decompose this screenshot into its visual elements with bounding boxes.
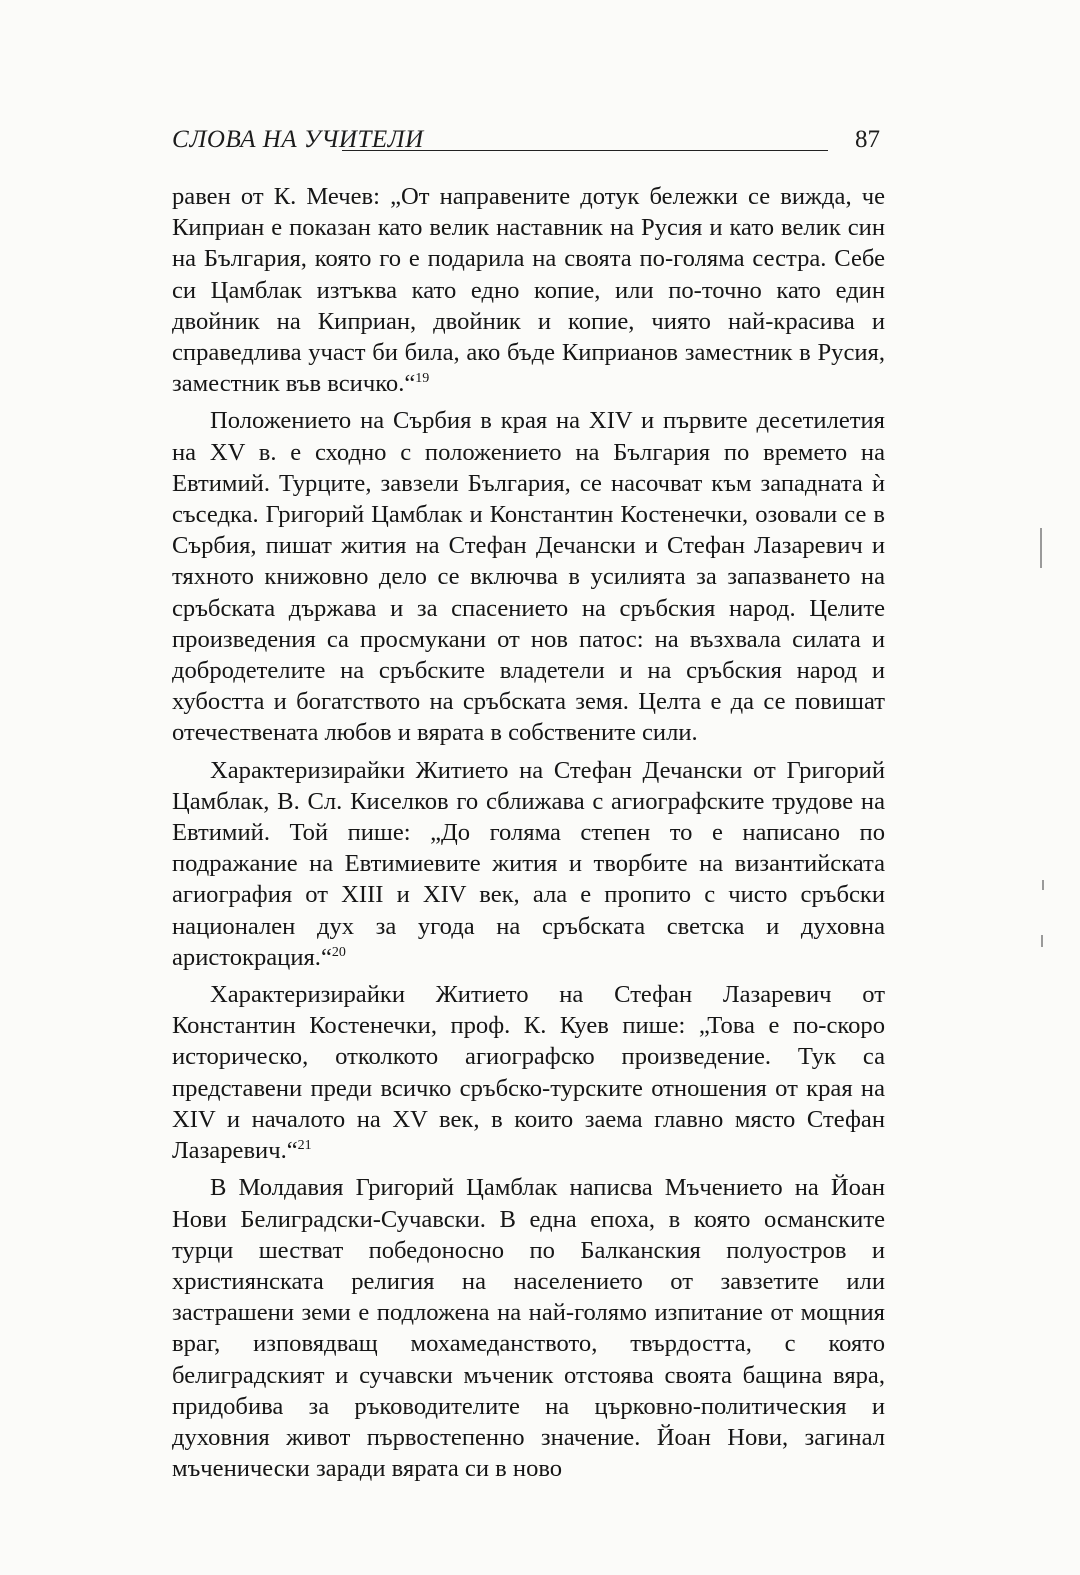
paragraph-dechanski <box>172 755 885 973</box>
scan-artifact <box>1042 880 1044 890</box>
paragraph-text: Характеризирайки Житието на Стефан Лазаревич от Константин Костенечки, проф. К. Куев пише: „Това е по-скоро историческо, отколкото агиографско произведение. Тук са представени преди всичко сръбско-турските отношения от края на XIV и началото на XV век, в които заема главно място Стефан Лазаревич.“ <box>172 981 885 1165</box>
paragraph-text: равен от К. Мечев: „От направените дотук бележки се вижда, че Киприан е показан като велик наставник на Русия и като велик син на България, която го е подарила на своята по-голяма сестра. Себе си Цамблак изтъква като едно копие, или по-точно като един двойник на Киприан, двойник и копие, чиято най-красива и справедлива участ би била, ако бъде Киприанов заместник в Русия, заместник във всичко.“ <box>172 183 885 398</box>
footnote-ref: 21 <box>297 1137 312 1153</box>
paragraph-text: Положението на Сърбия в края на XIV и първите десетилетия на XV в. е сходно с положението на България по времето на Евтимий. Турците, завзели България, се насочват към западната ѝ съседка. Григорий Цамблак и Константин Костенечки, озовали се в Сърбия, пишат жития на Стефан Дечански и Стефан Лазаревич и тяхното книжовно дело се включва в усилията за запазването на сръбската държава и за спасението на сръбския народ. Целите произведения са просмукани от нов патос: на възхвала силата и добродетелите на сръбските владетели и на сръбския народ и хубостта и богатството на сръбската земя. Целта е да се повишат отечествената любов и вярата в собствените сили. <box>172 407 885 747</box>
paragraph-moldavia <box>172 1172 885 1484</box>
paragraph-serbia <box>172 405 885 748</box>
paragraph-lazarevich <box>172 979 885 1166</box>
scan-artifact <box>1040 528 1042 568</box>
footnote-ref: 20 <box>331 944 346 960</box>
paragraph-text: Характеризирайки Житието на Стефан Дечански от Григорий Цамблак, В. Сл. Киселков го сближава с агиографските трудове на Евтимий. Той пише: „До голяма степен то е написано по подражание на Евтимиевите жития и творбите на византийската агиография от XIII и XIV век, ала е пропито с чисто сръбски национален дух за угода на сръбската светска и духовна аристокрация.“ <box>172 756 885 971</box>
chapter-title: СЛОВА НА УЧИТЕЛИ <box>172 126 424 153</box>
running-header <box>172 126 882 160</box>
page-number: 87 <box>855 126 880 153</box>
paragraph-text: В Молдавия Григорий Цамблак написва Мъчението на Йоан Нови Белиградски-Сучавски. В една епоха, в която османските турци шестват победоносно по Балканския полуостров и християнската религия на населението от завзетите или застрашени земи е подложена на най-голямо изпитание от мощния враг, изповядващ мохамеданството, твърдостта, с която белиградският и сучавски мъченик отстоява своята бащина вяра, придобива за ръководителите на църковно-политическия и духовния живот първостепенно значение. Йоан Нови, загинал мъченически заради вярата си в ново <box>172 1174 885 1483</box>
paragraph-continuation <box>172 181 885 399</box>
footnote-ref: 19 <box>415 371 430 387</box>
body-text <box>172 181 885 1490</box>
scan-artifact <box>1041 935 1043 947</box>
header-rule <box>342 150 828 151</box>
